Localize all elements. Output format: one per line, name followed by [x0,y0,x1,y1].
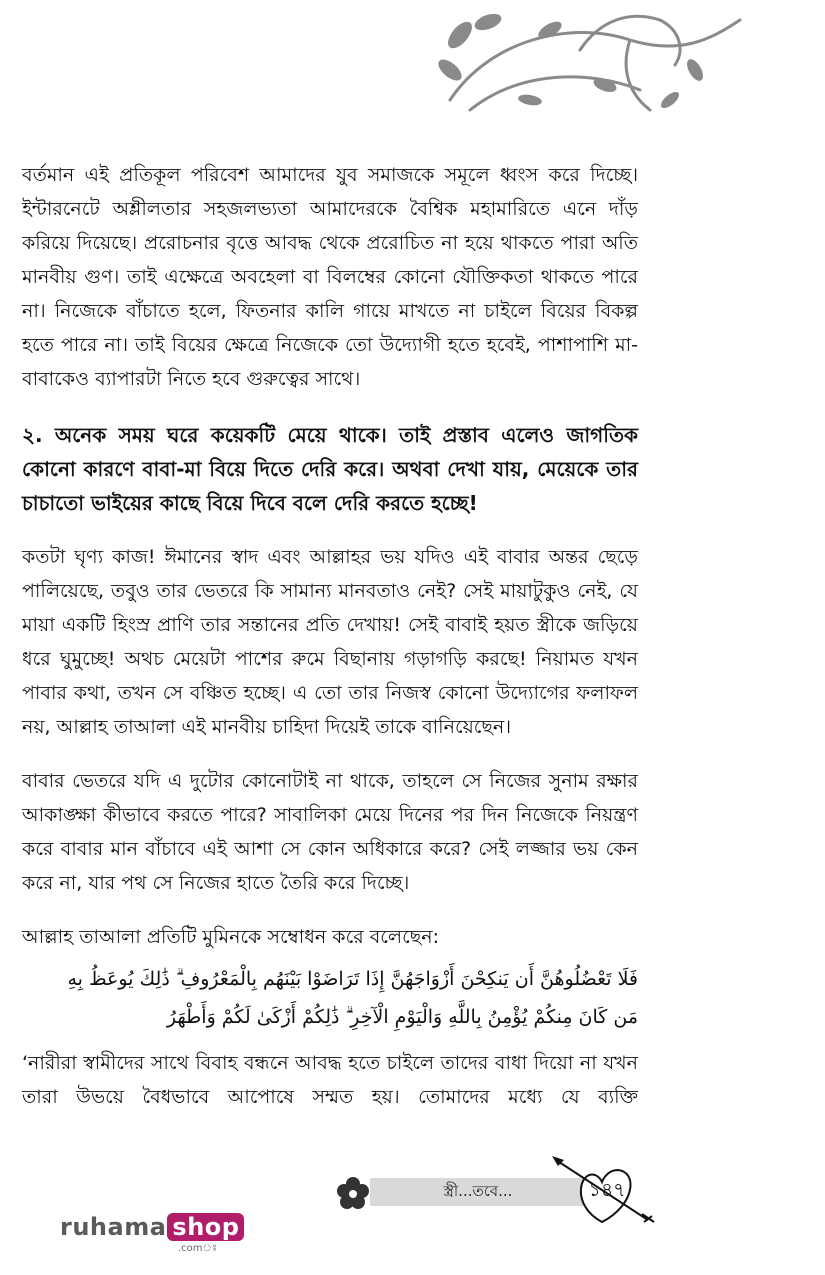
paragraph-1: বর্তমান এই প্রতিকূল পরিবেশ আমাদের যুব সমাজকে সমূলে ধ্বংস করে দিচ্ছে। ইন্টারনেটে অশ্লীলতার সহজলভ্যতা আমাদেরকে বৈশ্বিক মহামারিতে এনে দাঁড় করিয়ে দিয়েছে। প্ররোচনার বৃত্তে আবদ্ধ থেকে প্ররোচিত না হয়ে থাকতে পারা অতি মানবীয় গুণ। তাই এক্ষেত্রে অবহেলা বা বিলম্বের কোনো যৌক্তিকতা থাকতে পারে না। নিজেকে বাঁচাতে হলে, ফিতনার কালি গায়ে মাখতে না চাইলে বিয়ের বিকল্প হতে পারে না। তাই বিয়ের ক্ষেত্রে নিজেকে তো উদ্যোগী হতে হবেই, পাশাপাশি মা-বাবাকেও ব্যাপারটা নিতে হবে গুরুত্বের সাথে। [22,164,638,390]
page-content [22,158,638,1134]
paragraph-4: আল্লাহ তাআলা প্রতিটি মুমিনকে সম্বোধন করে বলেছেন: [22,926,439,948]
publisher-logo [60,1213,240,1261]
paragraph-3: বাবার ভেতরে যদি এ দুটোর কোনোটাই না থাকে, তাহলে সে নিজের সুনাম রক্ষার আকাঙ্ক্ষা কীভাবে করতে পারে? সাবালিকা মেয়ে দিনের পর দিন নিজেকে নিয়ন্ত্রণ করে বাবার মান বাঁচাবে এই আশা সে কোন অধিকারে করে? সেই লজ্জার ভয় কেন করে না, যার পথ সে নিজের হাতে তৈরি করে দিচ্ছে। [22,770,638,894]
floral-ornament-icon [430,0,750,130]
logo-main-text: ruhama [60,1213,167,1241]
paragraph-2: কতটা ঘৃণ্য কাজ! ঈমানের স্বাদ এবং আল্লাহর ভয় যদিও এই বাবার অন্তর ছেড়ে পালিয়েছে, তবুও তার ভেতরে কি সামান্য মানবতাও নেই? সেই মায়াটুকুও নেই, যে মায়া একটি হিংস্র প্রাণি তার সন্তানের প্রতি দেখায়! সেই বাবাই হয়ত স্ত্রীকে জড়িয়ে ধরে ঘুমুচ্ছে! অথচ মেয়েটা পাশের রুমে বিছানায় গড়াগড়ি করছে! নিয়ামত যখন পাবার কথা, তখন সে বঞ্চিত হচ্ছে। এ তো তার নিজস্ব কোনো উদ্যোগের ফলাফল নয়, আল্লাহ তাআলা এই মানবীয় চাহিদা দিয়েই তাকে বানিয়েছেন। [22,546,638,738]
arabic-verse [22,960,638,1036]
section-heading: ২. অনেক সময় ঘরে কয়েকটি মেয়ে থাকে। তাই প্রস্তাব এলেও জাগতিক কোনো কারণে বাবা-মা বিয়ে দিতে দেরি করে। অথবা দেখা যায়, মেয়েকে তার চাচাতো ভাইয়ের কাছে বিয়ে দিবে বলে দেরি করতে হচ্ছে! [22,423,638,515]
arabic-verse-line-1: فَلَا تَعْضُلُوهُنَّ أَن يَنكِحْنَ أَزْوَاجَهُنَّ إِذَا تَرَاضَوْا بَيْنَهُم بِالْمَعْرُوفِ ۗ ذَٰلِكَ يُوعَظُ بِهِ [67,968,638,990]
paragraph-5: ‘নারীরা স্বামীদের সাথে বিবাহ বন্ধনে আবদ্ধ হতে চাইলে তাদের বাধা দিয়ো না যখন তারা উভয়ে বৈধভাবে আপোষে সম্মত হয়। তোমাদের মধ্যে যে ব্যক্তি [22,1052,638,1108]
page-number: ১৪৭ [588,1179,626,1201]
logo-domain-text: .comঃ [178,1243,218,1254]
arabic-verse-line-2: مَن كَانَ مِنكُمْ يُؤْمِنُ بِاللَّهِ وَالْيَوْمِ الْآخِرِ ۗ ذَٰلِكُمْ أَزْكَىٰ لَكُمْ وَأَطْهَرُ [166,1006,638,1028]
footer-title: স্ত্রী...তবে... [443,1181,513,1200]
flower-icon [336,1176,370,1210]
logo-shop-text: shop [167,1213,244,1241]
